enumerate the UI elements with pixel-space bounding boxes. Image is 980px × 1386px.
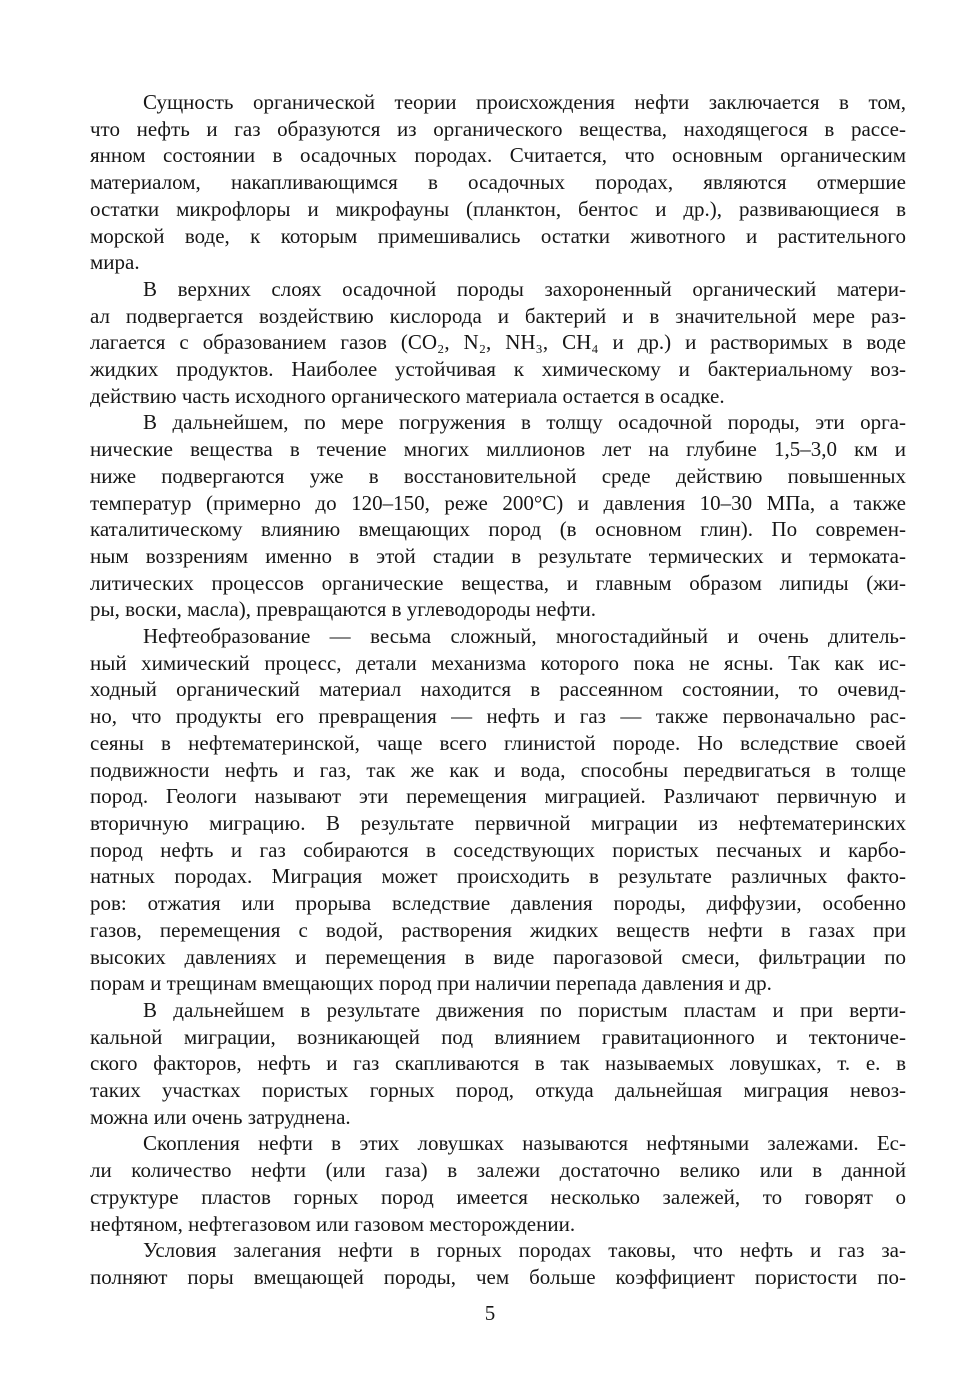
text-line: морской воде, к которым примешивались остатки животного и растительного <box>90 223 906 248</box>
text-line: кальной миграции, возникающей под влиянием гравитационного и тектониче- <box>90 1024 906 1049</box>
text-line: янном состоянии в осадочных породах. Считается, что основным органическим <box>90 143 906 168</box>
paragraph <box>90 276 906 410</box>
text-line: жидких продуктов. Наиболее устойчивая к химическому и бактериальному воз- <box>90 357 906 382</box>
text-line: ным воззрениям именно в этой стадии в результате термических и термоката- <box>90 543 906 568</box>
paragraph <box>90 409 906 623</box>
text-line: газов, перемещения с водой, растворения жидких веществ нефти в газах при <box>90 917 906 942</box>
paragraph <box>90 1130 906 1237</box>
text-line: нические вещества в течение многих миллионов лет на глубине 1,5–3,0 км и <box>90 437 906 462</box>
text-line: высоких давлениях и перемещения в виде парогазовой смеси, фильтрации по <box>90 944 906 969</box>
paragraph <box>90 1237 906 1290</box>
text-line: ал подвергается воздействию кислорода и бактерий и в значительной мере раз- <box>90 303 906 328</box>
text-line: структуре пластов горных пород имеется несколько залежей, то говорят о <box>90 1184 906 1209</box>
text-line: таких участках пористых горных пород, откуда дальнейшая миграция невоз- <box>90 1078 906 1103</box>
text-line: Сущность органической теории происхождения нефти заключается в том, <box>143 90 906 114</box>
paragraph <box>90 623 906 997</box>
text-line: можна или очень затруднена. <box>90 1104 351 1129</box>
text-line: нефтяном, нефтегазовом или газовом месторождении. <box>90 1211 576 1236</box>
text-line: материалом, накапливающимся в осадочных породах, являются отмершие <box>90 170 906 195</box>
text-line: но, что продукты его превращения — нефть и газ — также первоначально рас- <box>90 704 906 729</box>
text-line: ниже подвергаются уже в восстановительной среде действию повышенных <box>90 463 906 488</box>
text-line: пород. Геологи называют эти перемещения миграцией. Различают первичную и <box>90 784 906 809</box>
text-line: ры, воски, масла), превращаются в углеводороды нефти. <box>90 597 596 622</box>
text-line: ского факторов, нефть и газ скапливаются в так называемых ловушках, т. е. в <box>90 1051 906 1076</box>
text-line: пород нефть и газ собираются в соседствующих пористых песчаных и карбо- <box>90 837 906 862</box>
text-line: Нефтеобразование — весьма сложный, многостадийный и очень длитель- <box>143 624 906 649</box>
text-line: В дальнейшем в результате движения по пористым пластам и при верти- <box>143 997 906 1022</box>
text-block <box>90 89 906 1291</box>
paragraph <box>90 997 906 1131</box>
text-line: Условия залегания нефти в горных породах таковы, что нефть и газ за- <box>143 1238 906 1263</box>
text-line: мира. <box>90 250 140 275</box>
text-line: ли количество нефти (или газа) в залежи достаточно велико или в данной <box>90 1158 906 1183</box>
paragraph <box>90 89 906 276</box>
text-line: полняют поры вмещающей породы, чем больше коэффициент пористости по- <box>90 1264 906 1289</box>
text-line: температур (примерно до 120–150, реже 200°С) и давления 10–30 МПа, а также <box>90 490 906 515</box>
text-line: сеяны в нефтематеринской, чаще всего глинистой породе. Но вследствие своей <box>90 730 906 755</box>
text-line: остатки микрофлоры и микрофауны (планктон, бентос и др.), развивающиеся в <box>90 196 906 221</box>
text-line: порам и трещинам вмещающих пород при наличии перепада давления и др. <box>90 971 772 996</box>
text-line: ный химический процесс, детали механизма которого пока не ясны. Так как ис- <box>90 650 906 675</box>
text-line: вторичную миграцию. В результате первичной миграции из нефтематеринских <box>90 810 906 835</box>
text-line: лагается с образованием газов (CO₂, N₂, NH₃, CH₄ и др.) и растворимых в воде <box>90 330 906 355</box>
text-line: ров: отжатия или прорыва вследствие давления породы, диффузии, особенно <box>90 891 906 916</box>
text-line: ходный органический материал находится в рассеянном состоянии, то очевид- <box>90 677 906 702</box>
text-line: натных породах. Миграция может происходить в результате различных факто- <box>90 864 906 889</box>
text-line: В верхних слоях осадочной породы захороненный органический матери- <box>143 276 906 301</box>
text-line: Скопления нефти в этих ловушках называются нефтяными залежами. Ес- <box>143 1131 906 1156</box>
text-line: каталитическому влиянию вмещающих пород (в основном глин). По современ- <box>90 517 906 542</box>
text-line: что нефть и газ образуются из органического вещества, находящегося в рассе- <box>90 116 906 141</box>
text-line: литических процессов органические вещества, и главным образом липиды (жи- <box>90 570 906 595</box>
text-line: подвижности нефть и газ, так же как и вода, способны передвигаться в толще <box>90 757 906 782</box>
text-line: действию часть исходного органического материала остается в осадке. <box>90 383 725 408</box>
text-line: В дальнейшем, по мере погружения в толщу осадочной породы, эти орга- <box>143 410 906 435</box>
page-number: 5 <box>484 1301 496 1325</box>
